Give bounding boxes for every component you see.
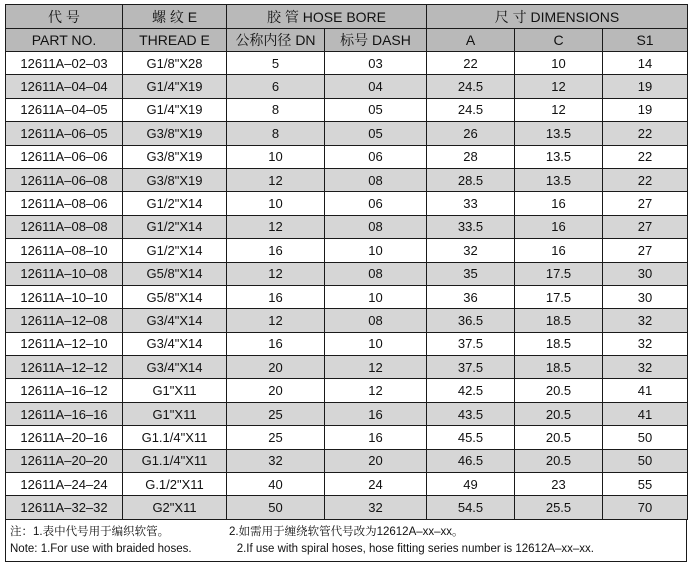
- dim-a-cell: 28: [427, 145, 515, 168]
- thread-cell: G1"X11: [123, 379, 227, 402]
- dim-a-cell: 35: [427, 262, 515, 285]
- note-line-cn: [10, 522, 682, 540]
- dim-a-cell: 46.5: [427, 449, 515, 472]
- dim-c-cell: 16: [515, 192, 603, 215]
- part-no-cell: 12611A–12–12: [6, 356, 123, 379]
- dash-cell: 10: [325, 332, 427, 355]
- dn-cell: 5: [227, 52, 325, 75]
- dn-cell: 6: [227, 75, 325, 98]
- thread-cell: G5/8"X14: [123, 285, 227, 308]
- dim-a-cell: 42.5: [427, 379, 515, 402]
- table-row: [6, 426, 688, 449]
- header-part-no-en: PART NO.: [6, 29, 123, 52]
- thread-cell: G1/4"X19: [123, 98, 227, 121]
- dim-a-cell: 54.5: [427, 496, 515, 519]
- dim-c-cell: 16: [515, 215, 603, 238]
- dim-s1-cell: 30: [603, 262, 688, 285]
- dn-cell: 8: [227, 122, 325, 145]
- dash-cell: 10: [325, 285, 427, 308]
- dim-a-cell: 37.5: [427, 356, 515, 379]
- dim-c-cell: 23: [515, 473, 603, 496]
- thread-cell: G.1/2"X11: [123, 473, 227, 496]
- dash-cell: 08: [325, 168, 427, 191]
- thread-cell: G1/2"X14: [123, 239, 227, 262]
- note-2-cn: 2.如需用于缠绕软管代号改为12612A–xx–xx。: [229, 525, 464, 538]
- dim-c-cell: 12: [515, 75, 603, 98]
- table-row: [6, 52, 688, 75]
- dn-cell: 16: [227, 285, 325, 308]
- dim-s1-cell: 27: [603, 215, 688, 238]
- dim-c-cell: 25.5: [515, 496, 603, 519]
- dim-s1-cell: 27: [603, 192, 688, 215]
- dim-s1-cell: 32: [603, 309, 688, 332]
- dimensions-table: [5, 4, 688, 520]
- note-line-en: [10, 540, 682, 558]
- thread-cell: G3/8"X19: [123, 145, 227, 168]
- thread-cell: G5/8"X14: [123, 262, 227, 285]
- part-no-cell: 12611A–16–16: [6, 402, 123, 425]
- dash-cell: 16: [325, 402, 427, 425]
- header-s1: S1: [603, 29, 688, 52]
- part-no-cell: 12611A–32–32: [6, 496, 123, 519]
- notes-section: [5, 520, 687, 562]
- note-prefix-cn: 注：: [10, 525, 33, 538]
- dn-cell: 16: [227, 239, 325, 262]
- table-row: [6, 215, 688, 238]
- part-no-cell: 12611A–08–06: [6, 192, 123, 215]
- thread-cell: G3/4"X14: [123, 309, 227, 332]
- dn-cell: 12: [227, 262, 325, 285]
- dim-c-cell: 16: [515, 239, 603, 262]
- dash-cell: 08: [325, 309, 427, 332]
- dash-cell: 20: [325, 449, 427, 472]
- thread-cell: G1/2"X14: [123, 215, 227, 238]
- header-part-no-cn: 代 号: [6, 5, 123, 29]
- dash-cell: 08: [325, 262, 427, 285]
- table-row: [6, 449, 688, 472]
- header-c: C: [515, 29, 603, 52]
- dn-cell: 20: [227, 356, 325, 379]
- dim-a-cell: 33: [427, 192, 515, 215]
- dim-c-cell: 10: [515, 52, 603, 75]
- dash-cell: 10: [325, 239, 427, 262]
- part-no-cell: 12611A–06–08: [6, 168, 123, 191]
- thread-cell: G1/2"X14: [123, 192, 227, 215]
- dim-c-cell: 17.5: [515, 285, 603, 308]
- header-dash: 标号 DASH: [325, 29, 427, 52]
- part-no-cell: 12611A–10–10: [6, 285, 123, 308]
- thread-cell: G3/4"X14: [123, 332, 227, 355]
- part-no-cell: 12611A–16–12: [6, 379, 123, 402]
- table-row: [6, 496, 688, 519]
- dim-c-cell: 13.5: [515, 122, 603, 145]
- dim-s1-cell: 27: [603, 239, 688, 262]
- dn-cell: 12: [227, 168, 325, 191]
- header-a: A: [427, 29, 515, 52]
- dim-c-cell: 18.5: [515, 356, 603, 379]
- header-dimensions: 尺 寸 DIMENSIONS: [427, 5, 688, 29]
- dash-cell: 04: [325, 75, 427, 98]
- thread-cell: G1/8"X28: [123, 52, 227, 75]
- part-no-cell: 12611A–20–16: [6, 426, 123, 449]
- table-row: [6, 239, 688, 262]
- thread-cell: G3/4"X14: [123, 356, 227, 379]
- dim-s1-cell: 41: [603, 402, 688, 425]
- dn-cell: 10: [227, 192, 325, 215]
- dim-c-cell: 20.5: [515, 449, 603, 472]
- dn-cell: 16: [227, 332, 325, 355]
- dim-a-cell: 49: [427, 473, 515, 496]
- dim-a-cell: 26: [427, 122, 515, 145]
- part-no-cell: 12611A–20–20: [6, 449, 123, 472]
- table-row: [6, 122, 688, 145]
- part-no-cell: 12611A–04–04: [6, 75, 123, 98]
- table-row: [6, 309, 688, 332]
- note-1-en: 1.For use with braided hoses.: [40, 542, 192, 555]
- dim-c-cell: 18.5: [515, 332, 603, 355]
- part-no-cell: 12611A–02–03: [6, 52, 123, 75]
- dim-a-cell: 32: [427, 239, 515, 262]
- dash-cell: 06: [325, 192, 427, 215]
- dim-s1-cell: 50: [603, 426, 688, 449]
- dash-cell: 06: [325, 145, 427, 168]
- table-row: [6, 145, 688, 168]
- table-row: [6, 262, 688, 285]
- dim-c-cell: 20.5: [515, 426, 603, 449]
- part-no-cell: 12611A–10–08: [6, 262, 123, 285]
- table-row: [6, 332, 688, 355]
- dn-cell: 32: [227, 449, 325, 472]
- dim-a-cell: 22: [427, 52, 515, 75]
- part-no-cell: 12611A–24–24: [6, 473, 123, 496]
- table-row: [6, 379, 688, 402]
- dim-a-cell: 45.5: [427, 426, 515, 449]
- header-thread-cn: 螺 纹 E: [123, 5, 227, 29]
- part-no-cell: 12611A–06–05: [6, 122, 123, 145]
- dim-s1-cell: 19: [603, 98, 688, 121]
- dim-s1-cell: 41: [603, 379, 688, 402]
- table-row: [6, 98, 688, 121]
- header-row-2: [6, 29, 688, 52]
- dash-cell: 03: [325, 52, 427, 75]
- dn-cell: 8: [227, 98, 325, 121]
- dash-cell: 12: [325, 356, 427, 379]
- part-no-cell: 12611A–08–08: [6, 215, 123, 238]
- dim-s1-cell: 22: [603, 145, 688, 168]
- dim-a-cell: 36.5: [427, 309, 515, 332]
- dim-a-cell: 24.5: [427, 98, 515, 121]
- table-row: [6, 402, 688, 425]
- dim-c-cell: 13.5: [515, 168, 603, 191]
- part-no-cell: 12611A–04–05: [6, 98, 123, 121]
- dim-s1-cell: 22: [603, 168, 688, 191]
- dim-a-cell: 33.5: [427, 215, 515, 238]
- dn-cell: 50: [227, 496, 325, 519]
- thread-cell: G1.1/4"X11: [123, 426, 227, 449]
- table-row: [6, 356, 688, 379]
- dim-s1-cell: 14: [603, 52, 688, 75]
- dash-cell: 16: [325, 426, 427, 449]
- dash-cell: 32: [325, 496, 427, 519]
- dim-c-cell: 18.5: [515, 309, 603, 332]
- table-row: [6, 75, 688, 98]
- dim-c-cell: 12: [515, 98, 603, 121]
- table-row: [6, 168, 688, 191]
- dim-s1-cell: 70: [603, 496, 688, 519]
- spec-sheet: [5, 4, 687, 562]
- header-thread-en: THREAD E: [123, 29, 227, 52]
- part-no-cell: 12611A–12–10: [6, 332, 123, 355]
- dim-a-cell: 24.5: [427, 75, 515, 98]
- thread-cell: G1"X11: [123, 402, 227, 425]
- dim-s1-cell: 50: [603, 449, 688, 472]
- dn-cell: 40: [227, 473, 325, 496]
- dash-cell: 24: [325, 473, 427, 496]
- header-hose-bore: 胶 管 HOSE BORE: [227, 5, 427, 29]
- dim-s1-cell: 55: [603, 473, 688, 496]
- thread-cell: G2"X11: [123, 496, 227, 519]
- dash-cell: 08: [325, 215, 427, 238]
- part-no-cell: 12611A–12–08: [6, 309, 123, 332]
- table-row: [6, 192, 688, 215]
- note-prefix-en: Note:: [10, 542, 41, 555]
- thread-cell: G3/8"X19: [123, 122, 227, 145]
- dn-cell: 20: [227, 379, 325, 402]
- dim-s1-cell: 32: [603, 356, 688, 379]
- thread-cell: G3/8"X19: [123, 168, 227, 191]
- dn-cell: 12: [227, 309, 325, 332]
- part-no-cell: 12611A–06–06: [6, 145, 123, 168]
- dim-s1-cell: 30: [603, 285, 688, 308]
- table-row: [6, 285, 688, 308]
- header-dn: 公称内径 DN: [227, 29, 325, 52]
- dn-cell: 12: [227, 215, 325, 238]
- thread-cell: G1.1/4"X11: [123, 449, 227, 472]
- dim-a-cell: 36: [427, 285, 515, 308]
- dim-a-cell: 28.5: [427, 168, 515, 191]
- table-row: [6, 473, 688, 496]
- dash-cell: 05: [325, 122, 427, 145]
- dash-cell: 05: [325, 98, 427, 121]
- note-2-en: 2.If use with spiral hoses, hose fitting series number is 12612A–xx–xx.: [236, 542, 595, 555]
- dim-a-cell: 43.5: [427, 402, 515, 425]
- dim-c-cell: 13.5: [515, 145, 603, 168]
- dim-c-cell: 20.5: [515, 402, 603, 425]
- dn-cell: 10: [227, 145, 325, 168]
- dim-a-cell: 37.5: [427, 332, 515, 355]
- note-1-cn: 1.表中代号用于编织软管。: [33, 525, 170, 538]
- part-no-cell: 12611A–08–10: [6, 239, 123, 262]
- dim-s1-cell: 32: [603, 332, 688, 355]
- dn-cell: 25: [227, 402, 325, 425]
- dim-s1-cell: 22: [603, 122, 688, 145]
- table-body: [6, 52, 688, 520]
- dash-cell: 12: [325, 379, 427, 402]
- dim-c-cell: 17.5: [515, 262, 603, 285]
- dn-cell: 25: [227, 426, 325, 449]
- header-row-1: [6, 5, 688, 29]
- dim-s1-cell: 19: [603, 75, 688, 98]
- dim-c-cell: 20.5: [515, 379, 603, 402]
- thread-cell: G1/4"X19: [123, 75, 227, 98]
